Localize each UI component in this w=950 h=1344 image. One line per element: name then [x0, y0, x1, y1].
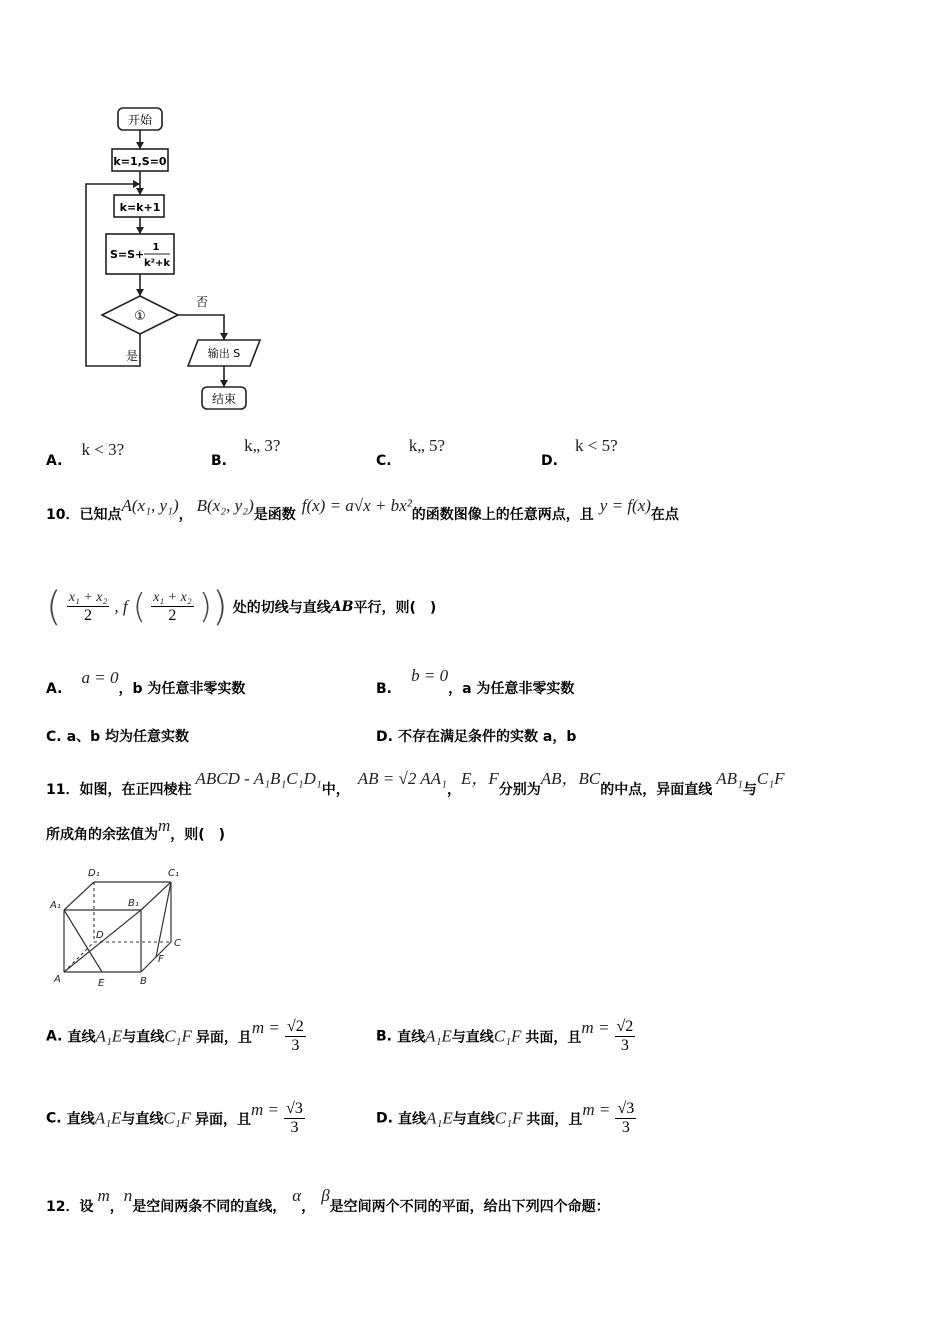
prism-figure — [44, 862, 194, 992]
q11-option-d-label: D. — [376, 1110, 393, 1127]
q11-option-c-text: 异面，且 — [195, 1111, 252, 1128]
q10-option-b-text: ，a 为任意非零实数 — [448, 681, 575, 697]
q11-option-a-eq: m = — [251, 1018, 280, 1037]
q11-option-b-line2: C₁F — [493, 1026, 522, 1046]
q10-option-a — [46, 668, 246, 697]
q12-text: 设 — [79, 1199, 94, 1215]
q11-ab1: AB₁ — [716, 769, 743, 788]
q10-stem-line1 — [46, 496, 679, 523]
q11-option-d — [376, 1100, 636, 1137]
q12-text: 是空间两条不同的直线， — [132, 1199, 287, 1215]
q9-option-d-expr: k < 5? — [575, 436, 618, 455]
q11-option-d-line2: C₁F — [494, 1108, 523, 1128]
q11-text: ，则( ) — [170, 827, 226, 843]
q11-prism: ABCD - A₁B₁C₁D₁ — [195, 769, 322, 788]
q11-option-a-line2: C₁F — [164, 1026, 192, 1046]
q11-option-b-eq: m = — [581, 1018, 610, 1037]
q11-stem-line2 — [46, 816, 226, 843]
q12-beta: β — [321, 1186, 330, 1205]
q11-m: m — [158, 816, 171, 835]
flowchart — [70, 100, 300, 420]
flowchart-condition-label: ① — [134, 309, 146, 324]
q11-option-c — [46, 1100, 305, 1137]
q11-option-c-den: 3 — [290, 1119, 299, 1136]
q10-text: 平行，则( ) — [353, 600, 437, 616]
q10-number: 10． — [46, 507, 80, 523]
q9-option-c-expr: k„ 5? — [408, 436, 446, 455]
q10-option-c-text: a、b 均为任意实数 — [66, 729, 190, 745]
label-a: A — [54, 974, 61, 985]
q10-midpoint-frac-inner — [151, 590, 194, 625]
q11-option-c-text: 直线 — [66, 1111, 95, 1128]
q11-sep: ， — [446, 782, 461, 798]
q11-abbc: AB，BC — [540, 769, 601, 788]
q10-stem-line2: ( $\frac{\text{x₁ + x₂}}{2}$ , f ( $\frac{\text{x₁ + x₂}}{2}$ )) 处的切线与直线AB平行，则( ) — [46, 584, 437, 630]
q11-option-a-den: 3 — [291, 1037, 300, 1054]
flowchart-end-label: 结束 — [211, 392, 237, 406]
q11-option-c-num: √3 — [286, 1100, 303, 1117]
q10-text: 是函数 — [253, 507, 296, 523]
q9-option-a-label: A. — [46, 453, 63, 469]
q11-option-b-line1: A₁E — [425, 1026, 452, 1046]
q11-option-d-text: 与直线 — [452, 1111, 495, 1128]
flowchart-output-label: 输出 S — [207, 347, 241, 360]
q11-option-c-text: 与直线 — [121, 1111, 164, 1128]
q11-option-c-line2: C₁F — [163, 1108, 192, 1128]
q9-option-c-label: C. — [376, 453, 392, 469]
q12-m: m — [97, 1186, 110, 1205]
q11-option-a-line1: A₁E — [95, 1026, 123, 1046]
label-b: B — [140, 976, 147, 987]
q12-stem — [46, 1186, 610, 1215]
q10-midpoint-frac — [67, 590, 110, 625]
q11-text: 所成角的余弦值为 — [46, 827, 158, 843]
q9-option-b-label: B. — [211, 453, 227, 469]
q11-option-a — [46, 1018, 306, 1055]
q10-frac-den: 2 — [84, 606, 92, 624]
q9-option-b — [211, 436, 281, 469]
q11-text: 分别为 — [498, 782, 541, 798]
q11-text: 中， — [321, 782, 350, 798]
q11-option-d-den: 3 — [621, 1119, 630, 1136]
q11-option-b-text: 直线 — [397, 1029, 426, 1046]
label-d1: D₁ — [88, 868, 100, 879]
q10-option-d-text: 不存在满足条件的实数 a，b — [398, 729, 577, 745]
q11-option-b-text: 与直线 — [451, 1029, 494, 1046]
q10-sep: ， — [178, 507, 193, 523]
q10-function: f(x) = a√x + bx² — [301, 496, 412, 515]
q10-ab: AB — [330, 599, 354, 615]
q12-text: 是空间两个不同的平面，给出下列四个命题： — [329, 1199, 610, 1215]
flowchart-yes-label: 是 — [126, 349, 139, 363]
q10-point-b: B(x₂, y₂) — [196, 496, 254, 515]
flowchart-step-label: k=k+1 — [119, 201, 161, 214]
q10-text: 在点 — [650, 507, 679, 523]
q9-option-d — [541, 436, 618, 469]
q12-number: 12． — [46, 1199, 80, 1215]
q11-option-d-text: 共面，且 — [526, 1111, 583, 1128]
q9-option-d-label: D. — [541, 453, 558, 469]
q12-n: n — [123, 1186, 133, 1205]
label-a1: A₁ — [50, 900, 61, 911]
q11-number: 11． — [46, 782, 80, 798]
flowchart-start-label: 开始 — [127, 113, 153, 127]
q11-condition: AB = √2 AA₁ — [357, 769, 447, 788]
q11-text: 如图，在正四棱柱 — [79, 782, 192, 798]
q10-curve: y = f(x) — [599, 496, 651, 515]
flowchart-update-num: 1 — [152, 242, 160, 253]
q11-option-a-label: A. — [46, 1028, 63, 1045]
q9-option-b-expr: k„ 3? — [244, 436, 281, 455]
q11-text: 的中点，异面直线 — [600, 782, 713, 798]
q10-option-d-label: D. — [376, 729, 393, 745]
flowchart-update-den: k²+k — [143, 258, 171, 269]
q10-option-b-expr: b = 0 — [411, 666, 449, 685]
q11-option-c-eq: m = — [251, 1100, 280, 1119]
q11-stem-line1 — [46, 764, 785, 798]
q11-option-d-line1: A₁E — [426, 1108, 453, 1128]
q11-option-a-text: 与直线 — [122, 1029, 165, 1046]
q10-option-b-label: B. — [376, 681, 392, 697]
label-b1: B₁ — [128, 898, 139, 909]
label-c: C — [174, 938, 181, 949]
q11-option-a-text: 异面，且 — [195, 1029, 252, 1046]
q10-option-b — [376, 666, 575, 697]
q12-alpha: α — [292, 1186, 302, 1205]
q10-text: 处的切线与直线 — [232, 600, 331, 616]
flowchart-init-label: k=1,S=0 — [113, 155, 167, 168]
q10-option-a-label: A. — [46, 681, 63, 697]
q10-option-c-label: C. — [46, 729, 62, 745]
label-c1: C₁ — [168, 868, 179, 879]
q10-frac-num: x₁ + x₂ — [153, 589, 192, 605]
q11-option-d-text: 直线 — [398, 1111, 427, 1128]
q11-option-b-den: 3 — [620, 1037, 629, 1054]
q11-option-d-num: √3 — [617, 1100, 635, 1117]
q10-option-c — [46, 726, 189, 746]
flowchart-no-label: 否 — [196, 295, 209, 309]
q11-option-b-text: 共面，且 — [525, 1029, 582, 1046]
q11-option-a-text: 直线 — [67, 1029, 96, 1046]
q10-option-d — [376, 726, 576, 746]
q9-option-a-expr: k < 3? — [81, 440, 125, 459]
q12-sep: ， — [109, 1199, 124, 1215]
q12-sep: ， — [301, 1199, 316, 1215]
q11-c1f: C₁F — [756, 769, 785, 788]
q11-option-d-eq: m = — [582, 1100, 611, 1119]
q11-option-c-line1: A₁E — [94, 1108, 122, 1128]
q11-option-c-label: C. — [46, 1110, 62, 1127]
q11-ef: E，F — [460, 769, 499, 788]
q11-option-b-label: B. — [376, 1028, 392, 1045]
label-f: F — [158, 954, 164, 965]
q11-option-b — [376, 1018, 635, 1055]
q10-frac-num: x₁ + x₂ — [68, 589, 108, 605]
q10-option-a-expr: a = 0 — [81, 668, 119, 687]
flowchart-update-label: S=S+ — [110, 248, 145, 261]
q10-text: 已知点 — [79, 507, 122, 523]
q11-text: 与 — [742, 782, 757, 798]
q11-option-a-num: √2 — [286, 1018, 304, 1035]
q11-option-b-num: √2 — [616, 1018, 634, 1035]
q9-option-c — [376, 436, 446, 469]
label-d: D — [96, 930, 104, 941]
q10-option-a-text: ，b 为任意非零实数 — [118, 681, 246, 697]
label-e: E — [98, 978, 105, 989]
q9-option-a — [46, 440, 125, 469]
q10-text: 的函数图像上的任意两点，且 — [411, 507, 594, 523]
q10-frac-den: 2 — [168, 606, 177, 624]
q10-point-a: A(x₁, y₁) — [121, 496, 179, 515]
